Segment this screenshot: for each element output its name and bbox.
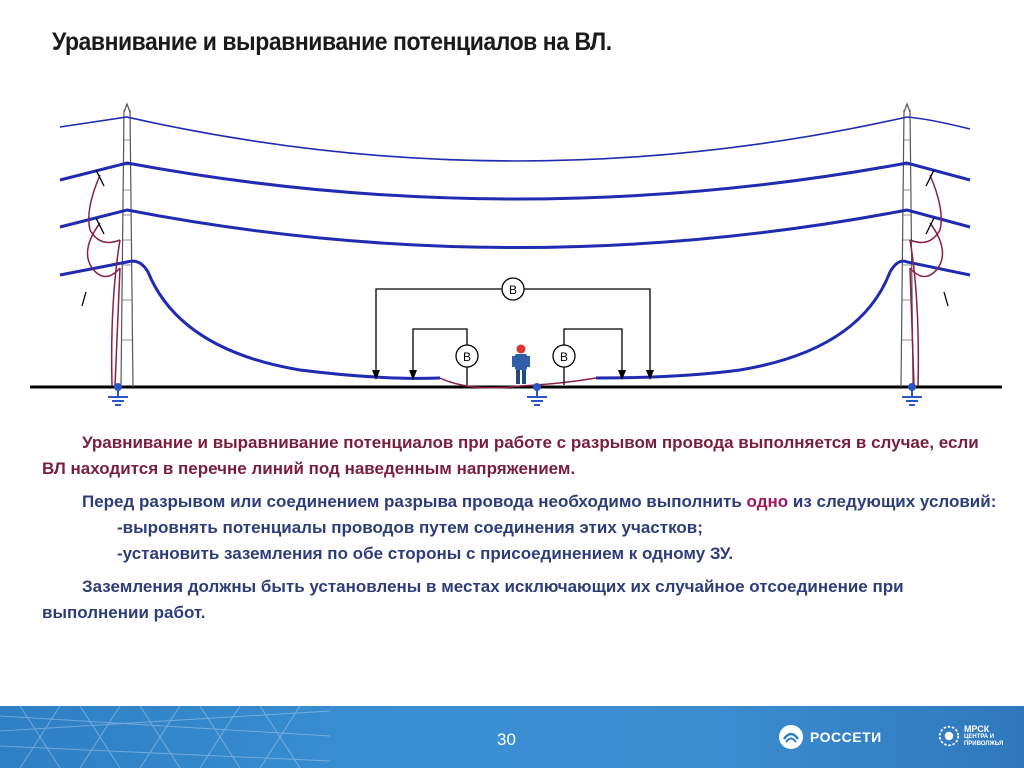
list-item: -установить заземления по обе стороны с присоединением к одному ЗУ. <box>117 544 734 563</box>
mrsk-logo <box>938 722 1024 750</box>
voltmeter-right-label: В <box>559 350 569 364</box>
page-title: Уравнивание и выравнивание потенциалов на ВЛ. <box>52 28 612 56</box>
voltmeter-top <box>502 278 524 300</box>
body-text <box>42 430 997 626</box>
phase-wire-bottom-right <box>596 261 970 378</box>
footer-banner <box>0 706 1024 768</box>
paragraph-condition: Уравнивание и выравнивание потенциалов при работе с разрывом провода выполняется в случае, если ВЛ находится в перечне линий под наведенным напряжением. <box>42 433 979 478</box>
overhead-wires <box>60 117 970 378</box>
phase-wire-top <box>60 163 970 199</box>
rosseti-logo-text: РОССЕТИ <box>810 729 882 745</box>
mrsk-logo-subtext: ЦЕНТРА И ПРИВОЛЖЬЯ <box>963 734 1004 747</box>
mrsk-emblem-icon <box>938 722 960 750</box>
potential-equalization-diagram <box>0 95 1024 415</box>
highlight-word: одно <box>746 492 789 511</box>
voltmeter-left <box>456 345 478 367</box>
paragraph-requirement: Перед разрывом или соединением разрыва провода необходимо выполнить одно из следующих условий: <box>82 492 997 511</box>
mrsk-logo-text: МРСК <box>963 724 990 734</box>
tower-lattice-decoration <box>0 706 330 768</box>
ground-wire <box>60 117 970 161</box>
voltmeter-left-label: В <box>462 350 472 364</box>
phase-wire-bottom-left <box>60 261 440 378</box>
phase-wire-middle <box>60 210 970 248</box>
left-tower <box>121 104 133 387</box>
page-number: 30 <box>497 730 516 749</box>
voltmeter-circuits <box>376 289 650 385</box>
voltmeter-right <box>553 345 575 367</box>
rosseti-emblem-icon <box>778 724 804 750</box>
list-item: -выровнять потенциалы проводов путем соединения этих участков; <box>117 518 703 537</box>
paragraph-grounding: Заземления должны быть установлены в местах исключающих их случайное отсоединение при выполнении работ. <box>42 577 904 622</box>
worker-figure <box>512 345 530 385</box>
rosseti-logo <box>778 724 882 750</box>
voltmeter-top-label: В <box>508 283 518 297</box>
